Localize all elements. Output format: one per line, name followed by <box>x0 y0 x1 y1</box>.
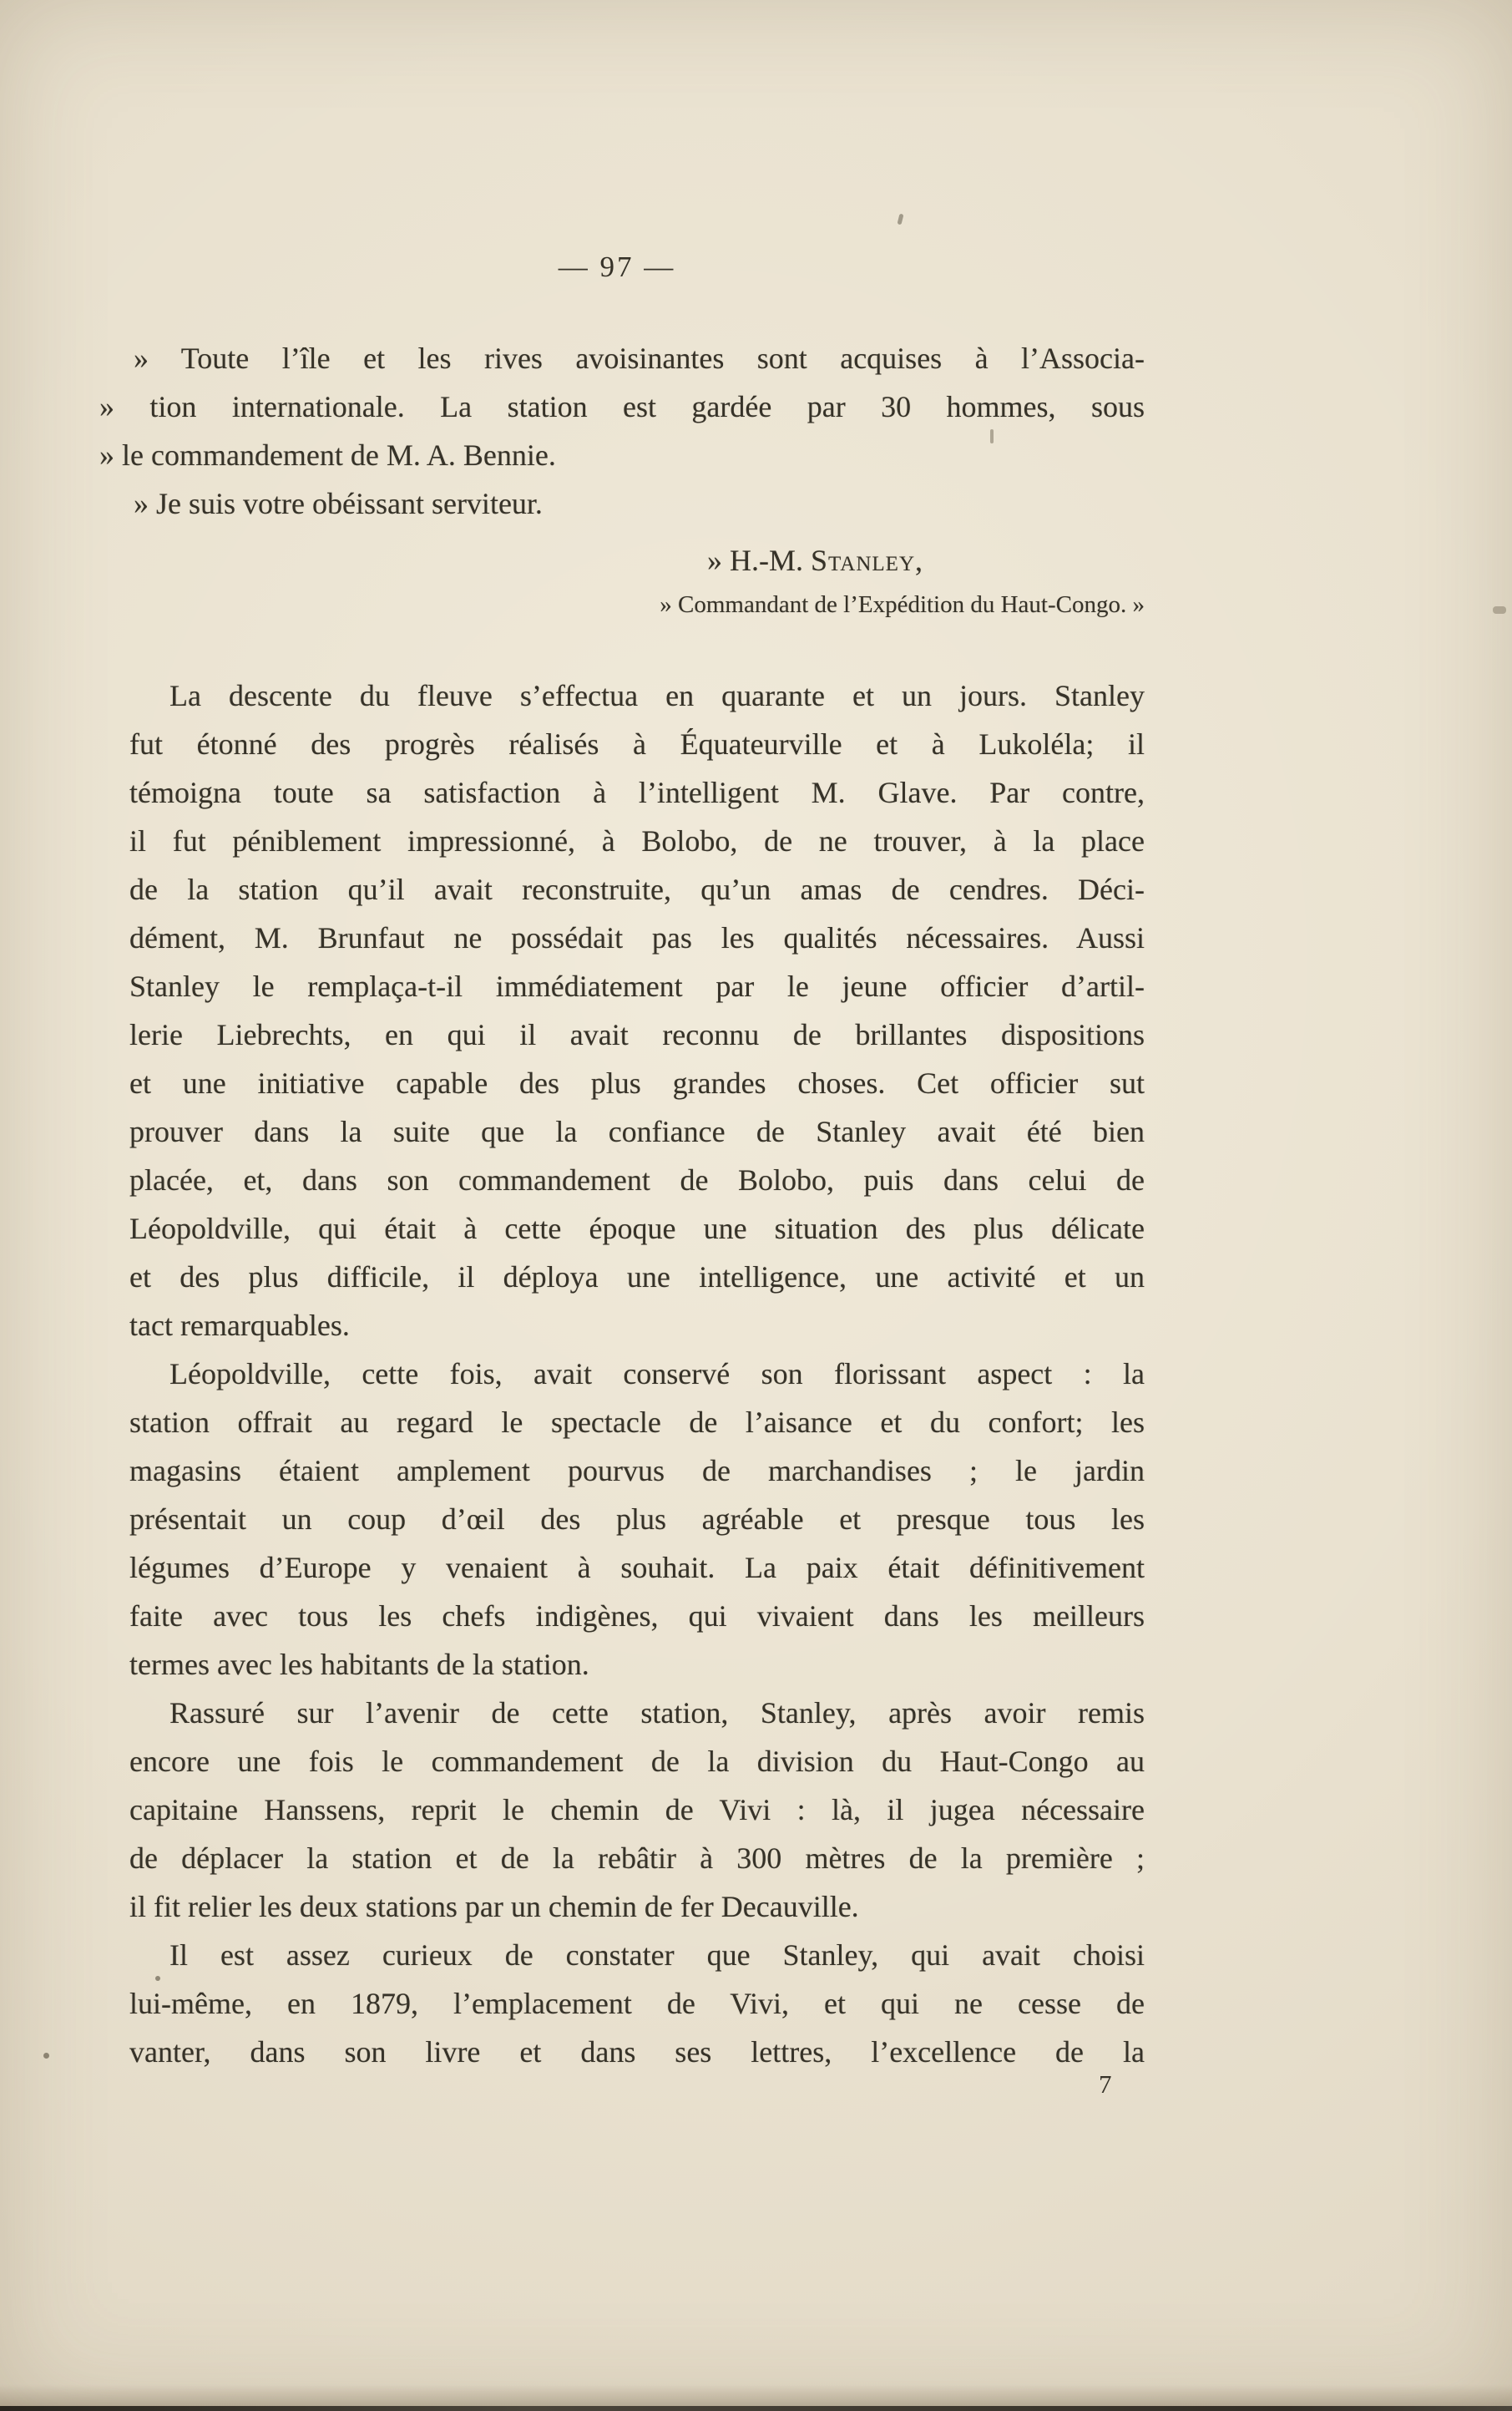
text-line: magasins étaient amplement pourvus de marchandises ; le jardin <box>129 1454 1145 1487</box>
text-line: Léopoldville, qui était à cette époque une situation des plus délicate <box>129 1212 1145 1245</box>
text-line: Rassuré sur l’avenir de cette station, Stanley, après avoir remis <box>169 1696 1145 1730</box>
paragraph-1 <box>129 671 1145 1350</box>
text-line: » Toute l’île et les rives avoisinantes sont acquises à l’Associa- <box>134 342 1145 375</box>
scan-artifact <box>898 214 904 225</box>
text-line: » tion internationale. La station est gardée par 30 hommes, sous <box>99 390 1145 423</box>
paragraph-2 <box>129 1350 1145 1689</box>
text-line: » le commandement de M. A. Bennie. <box>99 438 556 472</box>
text-line: placée, et, dans son commandement de Bolobo, puis dans celui de <box>129 1163 1145 1197</box>
scan-artifact <box>1493 606 1506 614</box>
text-line: de la station qu’il avait reconstruite, qu’un amas de cendres. Déci- <box>129 873 1145 906</box>
scan-artifact <box>155 1976 160 1981</box>
text-line: encore une fois le commandement de la division du Haut-Congo au <box>129 1745 1145 1778</box>
text-line: prouver dans la suite que la confiance de Stanley avait été bien <box>129 1115 1145 1148</box>
page-number-header: — 97 — <box>558 251 676 283</box>
text-line: station offrait au regard le spectacle de l’aisance et du confort; les <box>129 1406 1145 1439</box>
text-line: Il est assez curieux de constater que Stanley, qui avait choisi <box>169 1938 1145 1972</box>
scan-artifact <box>43 2053 49 2059</box>
text-line: présentait un coup d’œil des plus agréable et presque tous les <box>129 1502 1145 1536</box>
text-line: vanter, dans son livre et dans ses lettres, l’excellence de la <box>129 2035 1145 2069</box>
text-line: Stanley le remplaça-t-il immédiatement par le jeune officier d’artil- <box>129 970 1145 1003</box>
letter-signature <box>129 536 1145 585</box>
scan-bottom-edge <box>0 2406 1512 2411</box>
paragraph-3 <box>129 1689 1145 1931</box>
bottom-edge-shadow <box>0 2384 1512 2406</box>
text-line: termes avec les habitants de la station. <box>129 1648 589 1681</box>
signature-name: Stanley, <box>811 544 923 577</box>
text-line: légumes d’Europe y venaient à souhait. La paix était définitivement <box>129 1551 1145 1584</box>
text-block <box>99 334 1145 2076</box>
text-line: » Je suis votre obéissant serviteur. <box>134 487 543 520</box>
text-line: La descente du fleuve s’effectua en quarante et un jours. Stanley <box>169 679 1145 712</box>
printers-signature: 7 <box>1099 2069 1112 2099</box>
text-line: dément, M. Brunfaut ne possédait pas les qualités nécessaires. Aussi <box>129 921 1145 955</box>
body-paragraphs <box>129 671 1145 2076</box>
text-line: lerie Liebrechts, en qui il avait reconnu de brillantes dispositions <box>129 1018 1145 1051</box>
text-line: tact remarquables. <box>129 1309 350 1342</box>
text-line: faite avec tous les chefs indigènes, qui vivaient dans les meilleurs <box>129 1599 1145 1633</box>
text-line: Léopoldville, cette fois, avait conservé son florissant aspect : la <box>169 1357 1145 1390</box>
signature-prefix: » H.-M. <box>707 544 811 577</box>
text-line: lui-même, en 1879, l’emplacement de Vivi, et qui ne cesse de <box>129 1987 1145 2020</box>
text-line: et une initiative capable des plus grandes choses. Cet officier sut <box>129 1066 1145 1100</box>
text-line: il fit relier les deux stations par un chemin de fer Decauville. <box>129 1890 859 1923</box>
text-line: témoigna toute sa satisfaction à l’intelligent M. Glave. Par contre, <box>129 776 1145 809</box>
letter-signature-title: » Commandant de l’Expédition du Haut-Congo. » <box>660 591 1145 618</box>
text-line: il fut péniblement impressionné, à Bolobo, de ne trouver, à la place <box>129 824 1145 858</box>
text-line: et des plus difficile, il déploya une intelligence, une activité et un <box>129 1260 1145 1294</box>
text-line: capitaine Hanssens, reprit le chemin de Vivi : là, il jugea nécessaire <box>129 1793 1145 1826</box>
paragraph-4 <box>129 1931 1145 2076</box>
text-line: fut étonné des progrès réalisés à Équateurville et à Lukoléla; il <box>129 727 1145 761</box>
text-line: de déplacer la station et de la rebâtir à 300 mètres de la première ; <box>129 1841 1145 1875</box>
scan-artifact <box>990 429 994 443</box>
